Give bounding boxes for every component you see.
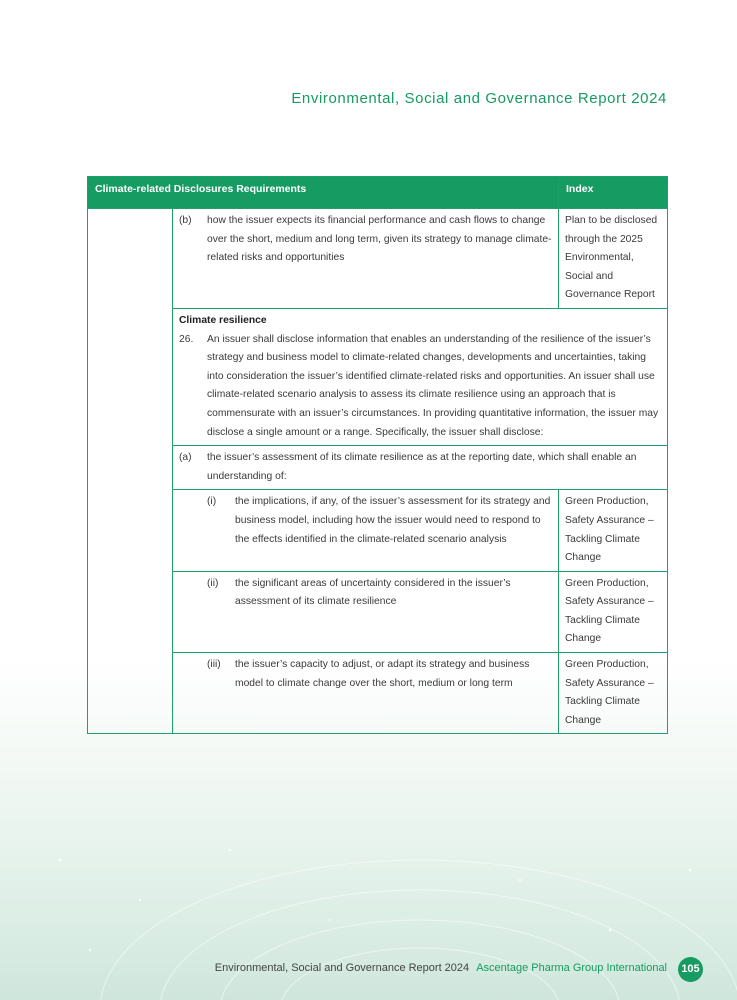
- requirement-cell-iii: [173, 653, 559, 734]
- disclosure-table: [87, 176, 668, 734]
- table-row: [88, 308, 668, 445]
- index-cell: Green Production, Safety Assurance – Tackling Climate Change: [559, 490, 668, 571]
- table-row: [88, 209, 668, 309]
- item-label: (ii): [207, 577, 219, 589]
- page-footer: [215, 962, 667, 974]
- section-title: Climate resilience: [179, 314, 267, 326]
- requirement-cell-ii: [173, 571, 559, 652]
- index-cell: Green Production, Safety Assurance – Tackling Climate Change: [559, 653, 668, 734]
- item-label: (b): [179, 215, 192, 226]
- footer-company-name: Ascentage Pharma Group International: [476, 962, 667, 974]
- index-cell: Green Production, Safety Assurance – Tackling Climate Change: [559, 571, 668, 652]
- table-header-row: [88, 177, 668, 209]
- table-row: [88, 446, 668, 490]
- item-label: (a): [179, 452, 192, 464]
- item-text: the issuer’s assessment of its climate resilience as at the reporting date, which shall enable an understanding of:: [207, 452, 637, 482]
- footer-report-title: Environmental, Social and Governance Report 2024: [214, 962, 470, 974]
- table-row: [88, 571, 668, 652]
- table-row: [88, 653, 668, 734]
- item-text: how the issuer expects its financial performance and cash flows to change over the short, medium and long term, given its strategy to manage climate-related risks and opportunities: [207, 215, 552, 264]
- item-text: An issuer shall disclose information that enables an understanding of the resilience of the issuer’s strategy and business model to climate-related changes, developments and uncertainties, taking into consideration the issuer’s identified climate-related risks and opportunities. An issuer shall use climate-related scenario analysis to assess its climate resilience using an approach that is commensurate with an issuer’s circumstances. In providing quantitative information, the issuer may disclose a single amount or a range. Specifically, the issuer shall disclose:: [207, 333, 659, 438]
- item-text: the implications, if any, of the issuer’s assessment for its strategy and business model, including how the issuer would need to respond to the effects identified in the climate-related scenario analysis: [235, 496, 551, 545]
- requirement-cell-b: [173, 209, 559, 309]
- page-number: 105: [678, 957, 703, 982]
- requirement-cell-i: [173, 490, 559, 571]
- column-header-requirements: Climate-related Disclosures Requirements: [88, 177, 559, 209]
- empty-left-cell: [88, 209, 173, 734]
- item-text: the significant areas of uncertainty considered in the issuer’s assessment of its climate resilience: [235, 577, 511, 608]
- item-label: (iii): [207, 659, 221, 671]
- climate-resilience-cell: [173, 308, 668, 445]
- requirement-cell-a: [173, 446, 668, 490]
- column-header-index: Index: [559, 177, 668, 209]
- table-row: [88, 490, 668, 571]
- report-header-title: Environmental, Social and Governance Report 2024: [291, 90, 667, 107]
- index-cell: Plan to be disclosed through the 2025 Environmental, Social and Governance Report: [559, 209, 668, 309]
- item-number: 26.: [179, 333, 194, 345]
- item-text: the issuer’s capacity to adjust, or adapt its strategy and business model to climate change over the short, medium or long term: [235, 659, 530, 689]
- item-label: (i): [207, 496, 217, 508]
